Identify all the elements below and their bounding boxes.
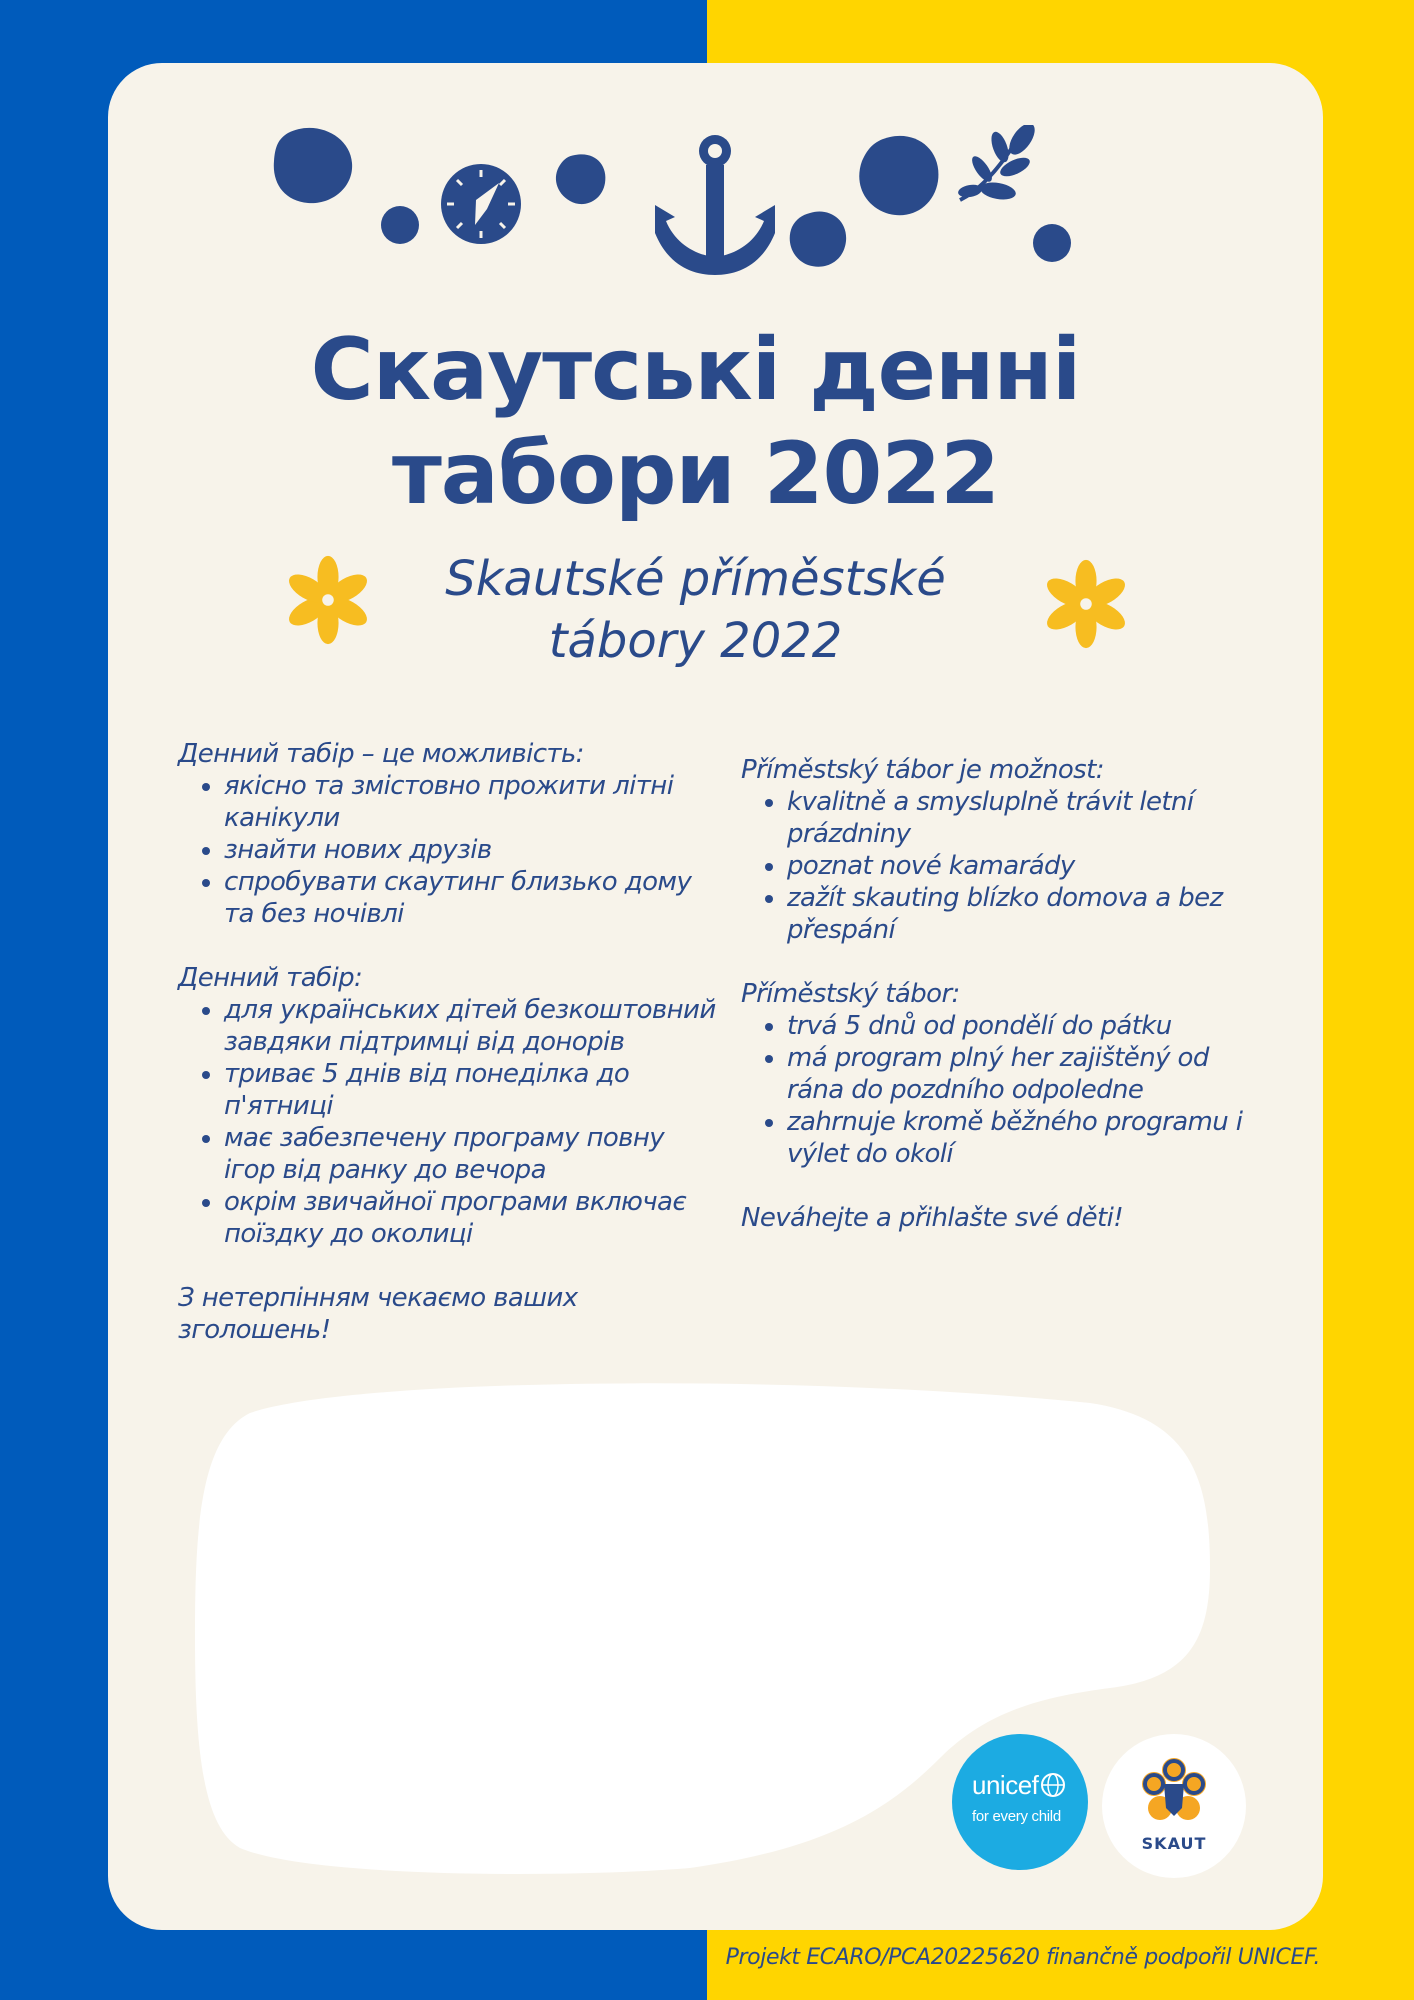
unicef-wordmark: unicef (972, 1770, 1039, 1800)
anchor-icon (655, 135, 775, 275)
list-item: • знайти нових друзів (224, 834, 718, 866)
compass-icon (441, 164, 521, 244)
title-line-2: табори 2022 (391, 424, 1000, 524)
cz-closing: Neváhejte a přihlašte své děti! (741, 1203, 1124, 1233)
blob-icon (274, 128, 352, 203)
uk-closing: З нетерпінням чекаємо ваших зголошень! (178, 1283, 578, 1345)
blob-icon (381, 206, 419, 244)
skaut-logo (1102, 1734, 1246, 1878)
subtitle-line-1: Skautské příměstské (445, 551, 946, 607)
blob-icon (790, 211, 846, 266)
list-item: • trvá 5 dnů od pondělí do pátku (787, 1010, 1271, 1042)
list-item: • zažít skauting blízko domova a bez přespání (787, 882, 1271, 946)
list-item: • zahrnuje kromě běžného programu i výlet do okolí (787, 1106, 1271, 1170)
cz-camp-list (741, 1010, 1271, 1170)
uk-intro: Денний табір – це можливість: (178, 739, 584, 769)
title-line-1: Скаутські денні (310, 320, 1081, 420)
uk-intro-list (178, 770, 718, 930)
uk-camp-list (178, 994, 718, 1250)
ukrainian-column (178, 738, 718, 1346)
skaut-wordmark: SKAUT (1141, 1834, 1207, 1853)
list-item: • для українських дітей безкоштовний завдяки підтримці від донорів (224, 994, 718, 1058)
unicef-tagline: for every child (972, 1808, 1061, 1825)
list-item: • має забезпечену програму повну ігор від ранку до вечора (224, 1122, 718, 1186)
blob-icon (1033, 224, 1071, 262)
uk-camp-heading: Денний табір: (178, 963, 363, 993)
laurel-icon (957, 125, 1040, 202)
scout-lily-icon (1134, 1752, 1214, 1832)
page-subtitle (108, 548, 1283, 672)
list-item: • триває 5 днів від понеділка до п'ятниці (224, 1058, 718, 1122)
list-item: • má program plný her zajištěný od rána do pozdního odpoledne (787, 1042, 1271, 1106)
page-title (108, 318, 1283, 526)
globe-icon (1040, 1772, 1066, 1798)
list-item: • окрім звичайної програми включає поїздку до околиці (224, 1186, 718, 1250)
funding-note: Projekt ECARO/PCA20225620 finančně podpořil UNICEF. (725, 1945, 1320, 1970)
blob-icon (556, 154, 606, 204)
list-item: • спробувати скаутинг близько дому та без ночівлі (224, 866, 718, 930)
subtitle-line-2: tábory 2022 (548, 613, 843, 669)
czech-column (741, 754, 1271, 1234)
decorative-icon-row (270, 125, 1090, 285)
cz-intro-list (741, 786, 1271, 946)
unicef-logo (952, 1734, 1088, 1870)
cz-intro: Příměstský tábor je možnost: (741, 755, 1104, 785)
list-item: • якісно та змістовно прожити літні канікули (224, 770, 718, 834)
cz-camp-heading: Příměstský tábor: (741, 979, 960, 1009)
list-item: • kvalitně a smysluplně trávit letní prázdniny (787, 786, 1271, 850)
blob-icon (859, 136, 938, 215)
list-item: • poznat nové kamarády (787, 850, 1271, 882)
